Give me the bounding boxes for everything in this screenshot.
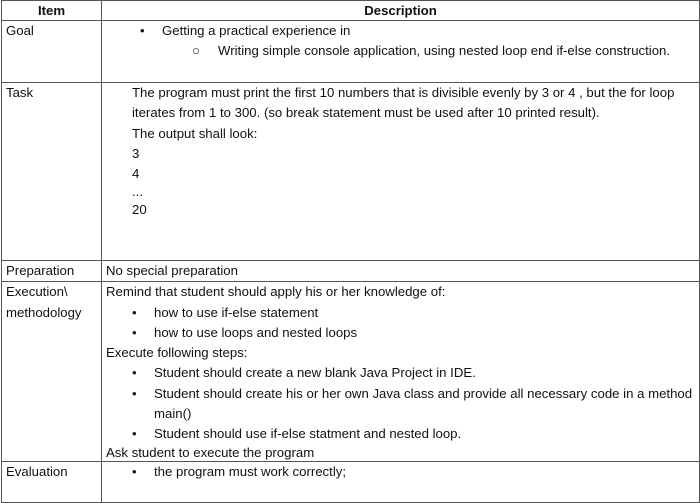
bullet-icon: •	[132, 365, 137, 381]
goal-label: Goal	[2, 21, 102, 83]
step-text: Student should use if-else statment and nested loop.	[154, 426, 462, 442]
output-line: 3	[132, 145, 140, 161]
step-item	[106, 363, 695, 383]
assignment-table	[1, 0, 700, 503]
evaluation-bullet	[106, 462, 695, 482]
knowledge-item	[106, 303, 695, 323]
evaluation-description	[102, 461, 700, 502]
task-description	[102, 83, 700, 261]
goal-description	[102, 21, 700, 83]
bullet-icon: •	[132, 385, 137, 401]
step-item	[106, 384, 695, 425]
circle-bullet-icon: ○	[192, 43, 200, 59]
bullet-icon: •	[132, 426, 137, 442]
execution-label: Execution\ methodology	[2, 282, 102, 461]
item-header: Item	[2, 1, 102, 21]
goal-sub-bullet-text: Writing simple console application, using nested loop end if-else construction.	[218, 43, 671, 59]
output-line: 20	[132, 202, 147, 218]
preparation-label: Preparation	[2, 261, 102, 282]
execution-description	[102, 282, 700, 461]
bullet-icon: •	[132, 304, 137, 320]
output-line: ...	[132, 184, 143, 200]
execution-row	[2, 282, 700, 461]
task-label: Task	[2, 83, 102, 261]
description-header: Description	[102, 1, 700, 21]
bullet-icon: •	[132, 463, 137, 479]
goal-sub-bullet	[106, 41, 695, 61]
preparation-row	[2, 261, 700, 282]
step-item	[106, 424, 695, 444]
evaluation-row	[2, 461, 700, 502]
task-text: The program must print the first 10 numbers that is divisible evenly by 3 or 4 , but the for loop iterates from 1 to 300. (so break statement must be used after 10 printed result).	[132, 85, 675, 121]
step-text: Student should create a new blank Java Project in IDE.	[154, 365, 476, 381]
goal-row	[2, 21, 700, 83]
knowledge-text: how to use if-else statement	[154, 304, 319, 320]
bullet-icon: •	[132, 324, 137, 340]
execution-closing: Ask student to execute the program	[106, 444, 315, 460]
header-row	[2, 1, 700, 21]
bullet-icon: •	[140, 23, 145, 38]
evaluation-label: Evaluation	[2, 461, 102, 502]
execution-intro: Remind that student should apply his or her knowledge of:	[106, 284, 446, 300]
goal-bullet	[106, 21, 695, 41]
goal-bullet-text: Getting a practical experience in	[162, 23, 351, 38]
output-line: 4	[132, 166, 140, 182]
preparation-text: No special preparation	[102, 261, 700, 282]
output-intro: The output shall look:	[132, 125, 258, 141]
knowledge-item	[106, 323, 695, 343]
steps-intro: Execute following steps:	[106, 345, 248, 361]
task-row	[2, 83, 700, 261]
knowledge-text: how to use loops and nested loops	[154, 324, 358, 340]
evaluation-text: the program must work correctly;	[154, 463, 347, 479]
step-text: Student should create his or her own Java class and provide all necessary code in a method main()	[154, 385, 693, 422]
